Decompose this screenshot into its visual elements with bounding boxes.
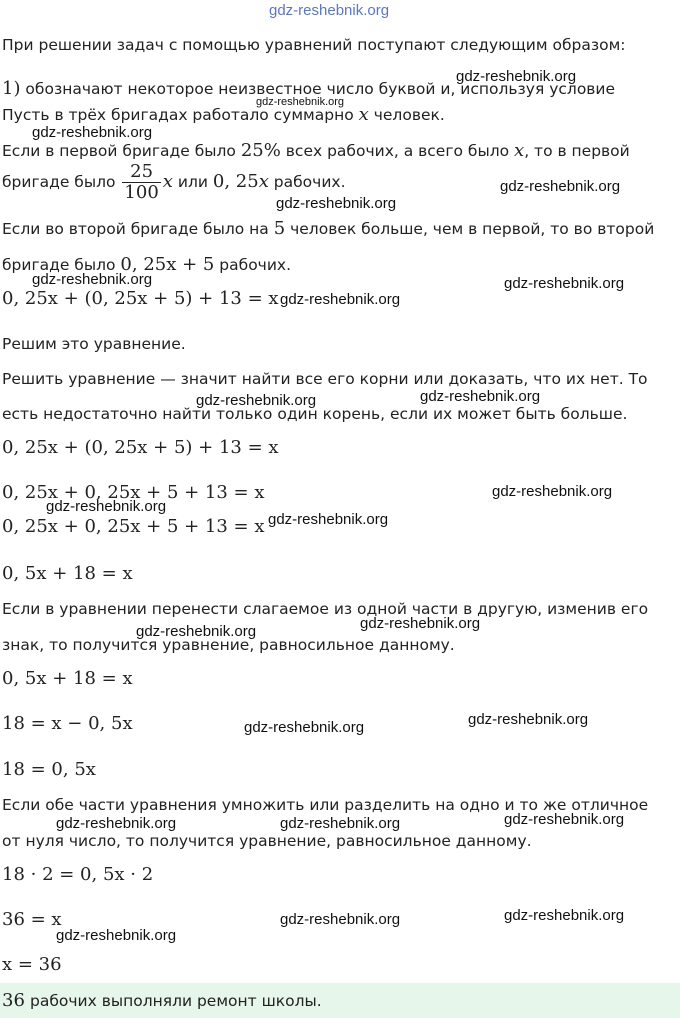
number-five: 5: [273, 218, 286, 239]
rule-multiply-line-2: от нуля число, то получится уравнение, равносильное данному.: [2, 832, 532, 850]
text-fragment: рабочих.: [273, 173, 346, 191]
watermark: gdz-reshebnik.org: [196, 392, 317, 409]
rule-multiply-line-1: Если обе части уравнения умножить или разделить на одно и то же отличное: [2, 796, 649, 814]
text-fragment: человек.: [373, 106, 445, 124]
watermark: gdz-reshebnik.org: [468, 711, 589, 728]
watermark: gdz-reshebnik.org: [56, 815, 177, 832]
watermark: gdz-reshebnik.org: [504, 811, 625, 828]
watermark: gdz-reshebnik.org: [32, 271, 153, 288]
top-watermark: gdz-reshebnik.org: [269, 2, 390, 19]
step-1-text: обозначают некоторое неизвестное число буквой и, используя условие: [25, 80, 616, 98]
answer-box: [0, 983, 680, 1018]
watermark: gdz-reshebnik.org: [492, 483, 613, 500]
decimal-value: 0, 25: [212, 171, 259, 192]
text-fragment: Если в первой бригаде было: [2, 142, 236, 160]
answer-text: рабочих выполняли ремонт школы.: [30, 992, 322, 1010]
main-equation: 0, 25x + (0, 25x + 5) + 13 = x: [2, 288, 279, 309]
text-fragment: Если во второй бригаде было на: [2, 220, 269, 238]
answer-line: [2, 990, 322, 1011]
definition-line-2: есть недостаточно найти только один корень, если их может быть больше.: [2, 405, 628, 423]
total-workers-line: [2, 104, 445, 125]
watermark: gdz-reshebnik.org: [504, 907, 625, 924]
definition-line-1: Решить уравнение — значит найти все его корни или доказать, что их нет. То: [2, 370, 648, 388]
equation-step-1: 0, 25x + (0, 25x + 5) + 13 = x: [2, 437, 279, 458]
equation-step-3: 0, 25x + 0, 25x + 5 + 13 = x: [2, 516, 265, 537]
text-fragment: или: [177, 173, 208, 191]
equation-step-10: x = 36: [2, 954, 62, 975]
rule-transfer-line-1: Если в уравнении перенести слагаемое из одной части в другую, изменив его: [2, 600, 649, 618]
watermark: gdz-reshebnik.org: [244, 719, 365, 736]
text-fragment: бригаде было: [2, 173, 116, 191]
text-fragment: Пусть в трёх бригадах работало суммарно: [2, 106, 354, 124]
text-fragment: , то в первой: [524, 142, 630, 160]
watermark: gdz-reshebnik.org: [420, 388, 541, 405]
watermark: gdz-reshebnik.org: [276, 195, 397, 212]
watermark: gdz-reshebnik.org: [500, 178, 621, 195]
variable-x: x: [514, 140, 525, 161]
watermark: gdz-reshebnik.org: [280, 291, 401, 308]
variable-x: x: [162, 171, 173, 192]
fraction-denominator: 100: [124, 182, 159, 203]
text-fragment: бригаде было: [2, 256, 116, 274]
rule-transfer-line-2: знак, то получится уравнение, равносильное данному.: [2, 636, 455, 654]
equation-step-2: 0, 25x + 0, 25x + 5 + 13 = x: [2, 482, 265, 503]
percent-value: 25%: [240, 140, 281, 161]
variable-x: x: [358, 104, 369, 125]
watermark: gdz-reshebnik.org: [360, 615, 481, 632]
text-fragment: рабочих.: [219, 256, 292, 274]
fraction: [122, 162, 160, 203]
equation-step-8: 18 · 2 = 0, 5x · 2: [2, 864, 154, 885]
watermark: gdz-reshebnik.org: [136, 623, 257, 640]
equation-step-5: 0, 5x + 18 = x: [2, 668, 133, 689]
intro-line: При решении задач с помощью уравнений поступают следующим образом:: [2, 36, 626, 54]
watermark: gdz-reshebnik.org: [504, 275, 625, 292]
equation-step-4: 0, 5x + 18 = x: [2, 563, 133, 584]
watermark: gdz-reshebnik.org: [46, 498, 167, 515]
step-1-number: 1): [2, 78, 21, 99]
text-fragment: человек больше, чем в первой, то во второй: [290, 220, 655, 238]
equation-step-7: 18 = 0, 5x: [2, 759, 96, 780]
solve-heading: Решим это уравнение.: [2, 335, 186, 353]
variable-x: x: [258, 171, 269, 192]
second-brigade-line: [2, 218, 654, 239]
watermark: gdz-reshebnik.org: [268, 511, 389, 528]
watermark: gdz-reshebnik.org: [456, 68, 577, 85]
watermark: gdz-reshebnik.org: [256, 96, 345, 108]
watermark: gdz-reshebnik.org: [280, 911, 401, 928]
fraction-numerator: 25: [122, 162, 160, 183]
text-fragment: всех рабочих, а всего было: [285, 142, 510, 160]
watermark: gdz-reshebnik.org: [32, 124, 153, 141]
watermark: gdz-reshebnik.org: [280, 815, 401, 832]
first-brigade-line: [2, 140, 630, 161]
equation-step-9: 36 = x: [2, 909, 62, 930]
watermark: gdz-reshebnik.org: [56, 927, 177, 944]
answer-number: 36: [2, 990, 25, 1011]
math-expression: 0, 25x + 5: [120, 254, 215, 275]
equation-step-6: 18 = x − 0, 5x: [2, 713, 133, 734]
